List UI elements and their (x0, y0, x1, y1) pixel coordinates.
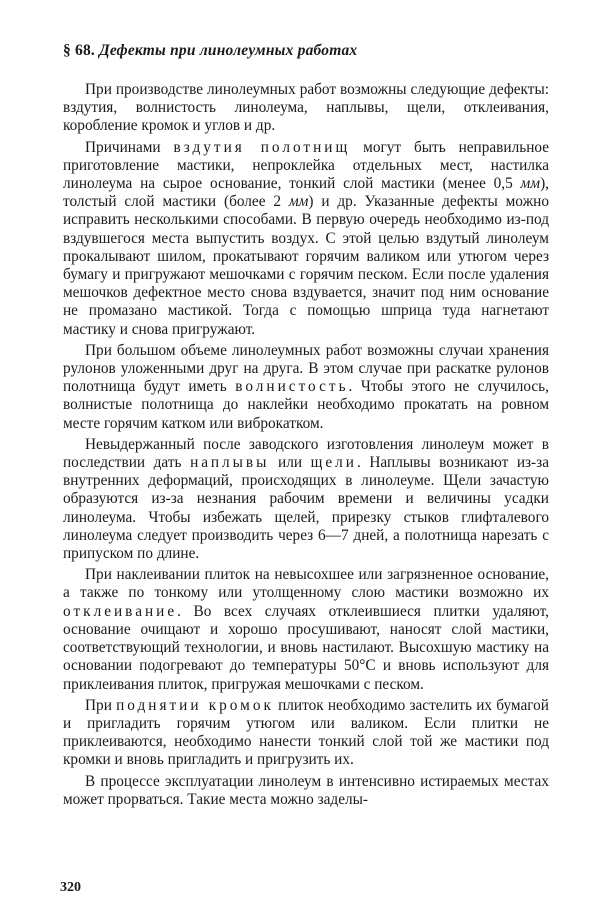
spaced-term: отклеивание (63, 602, 178, 620)
spaced-term: наплывы (190, 454, 270, 472)
spaced-term: поднятии кромок (116, 696, 274, 714)
paragraph-text: могут быть неправильное приготовление мастики, непроклейка отдельных мест, настилка линолеума на сырое основание, тонкий слой мастики (менее 0,5 (63, 138, 550, 193)
page-body (63, 40, 549, 812)
paragraph-text: . Наплывы возникают из-за внутренних деформаций, происходящих в линолеуме. Щели зачастую образуются из-за незнания рабочим времени и величины усадки линолеума. Чтобы избежать щелей, прирезку стыков глифталевого линолеума следует производить через 6—7 дней, а полотнища нарезать с припуском по длине. (63, 454, 549, 563)
paragraph-text: При (85, 696, 117, 714)
paragraph-text: При производстве линолеумных работ возможны следующие дефекты: вздутия, волнистость линолеума, наплывы, щели, отклеивания, коробление кромок и углов и др. (63, 81, 549, 135)
unit-text: мм (288, 193, 309, 211)
section-number: § 68. (63, 42, 95, 59)
spaced-term: волнистость (235, 378, 349, 396)
section-heading (63, 40, 549, 62)
spaced-term: щели (310, 454, 357, 472)
paragraph-text: При наклеивании плиток на невысохшее или загрязненное основание, а также по тонкому или утолщенному слою мастики возможно их (63, 566, 549, 602)
paragraph-text: плиток необходимо застелить их бумагой и пригладить горячим утюгом или валиком. Если плитки не приклеиваются, необходимо нанести тонкий слой той же мастики под кромки и вновь пригладить и пригрузить их. (63, 696, 549, 769)
paragraph-text: В процессе эксплуатации линолеум в интенсивно истираемых местах может прорваться. Такие места можно заделы- (63, 772, 549, 808)
paragraph-text: ) и др. Указанные дефекты можно исправить несколькими способами. В первую очередь необходимо из-под вздувшегося места выпустить воздух. С этой целью вздутый линолеум прокалывают шилом, прокатывают горячим валиком или утюгом через бумагу и пригружают мешочками с горячим песком. Если после удаления мешочков дефектное место снова вздувается, значит под ним основание не промазано мастикой. Тогда с помощью шприца туда нагнетают мастику и снова пригружают. (63, 193, 549, 338)
paragraph-6 (63, 697, 549, 770)
paragraph-text: Невыдержанный после заводского изготовления линолеум может в последствии дать (63, 435, 549, 472)
page-number: 320 (60, 880, 81, 895)
paragraph-text: . Чтобы этого не случилось, волнистые полотнища до наклейки необходимо прокатать на ровном месте горячим катком или виброкатком. (63, 378, 549, 432)
paragraph-2 (63, 139, 549, 339)
section-title: Дефекты при линолеумных работах (99, 42, 358, 59)
paragraph-5 (63, 566, 549, 693)
paragraph-3 (63, 342, 549, 433)
paragraph-text: Причинами (85, 138, 174, 156)
paragraph-text: . Во всех случаях отклеившиеся плитки удаляют, основание очищают и хорошо просушивают, наносят слой мастики, соответствующий технологии, и вновь настилают. Высохшую мастику на основании подогревают до температуры 50°С и вновь используют для приклеивания плиток, пригружая мешочками с песком. (63, 602, 549, 693)
paragraph-4 (63, 436, 549, 563)
paragraph-text: При большом объеме линолеумных работ возможны случаи хранения рулонов уложенными друг на друга. В этом случае при раскатке рулонов полотнища будут иметь (63, 341, 549, 396)
paragraph-7 (63, 773, 549, 809)
paragraph-1 (63, 81, 549, 136)
paragraph-text: ), толстый слой мастики (более 2 (63, 175, 549, 211)
spaced-term: вздутия полотнищ (173, 138, 351, 156)
paragraph-text: или (269, 454, 311, 472)
unit-text: мм (520, 175, 541, 193)
